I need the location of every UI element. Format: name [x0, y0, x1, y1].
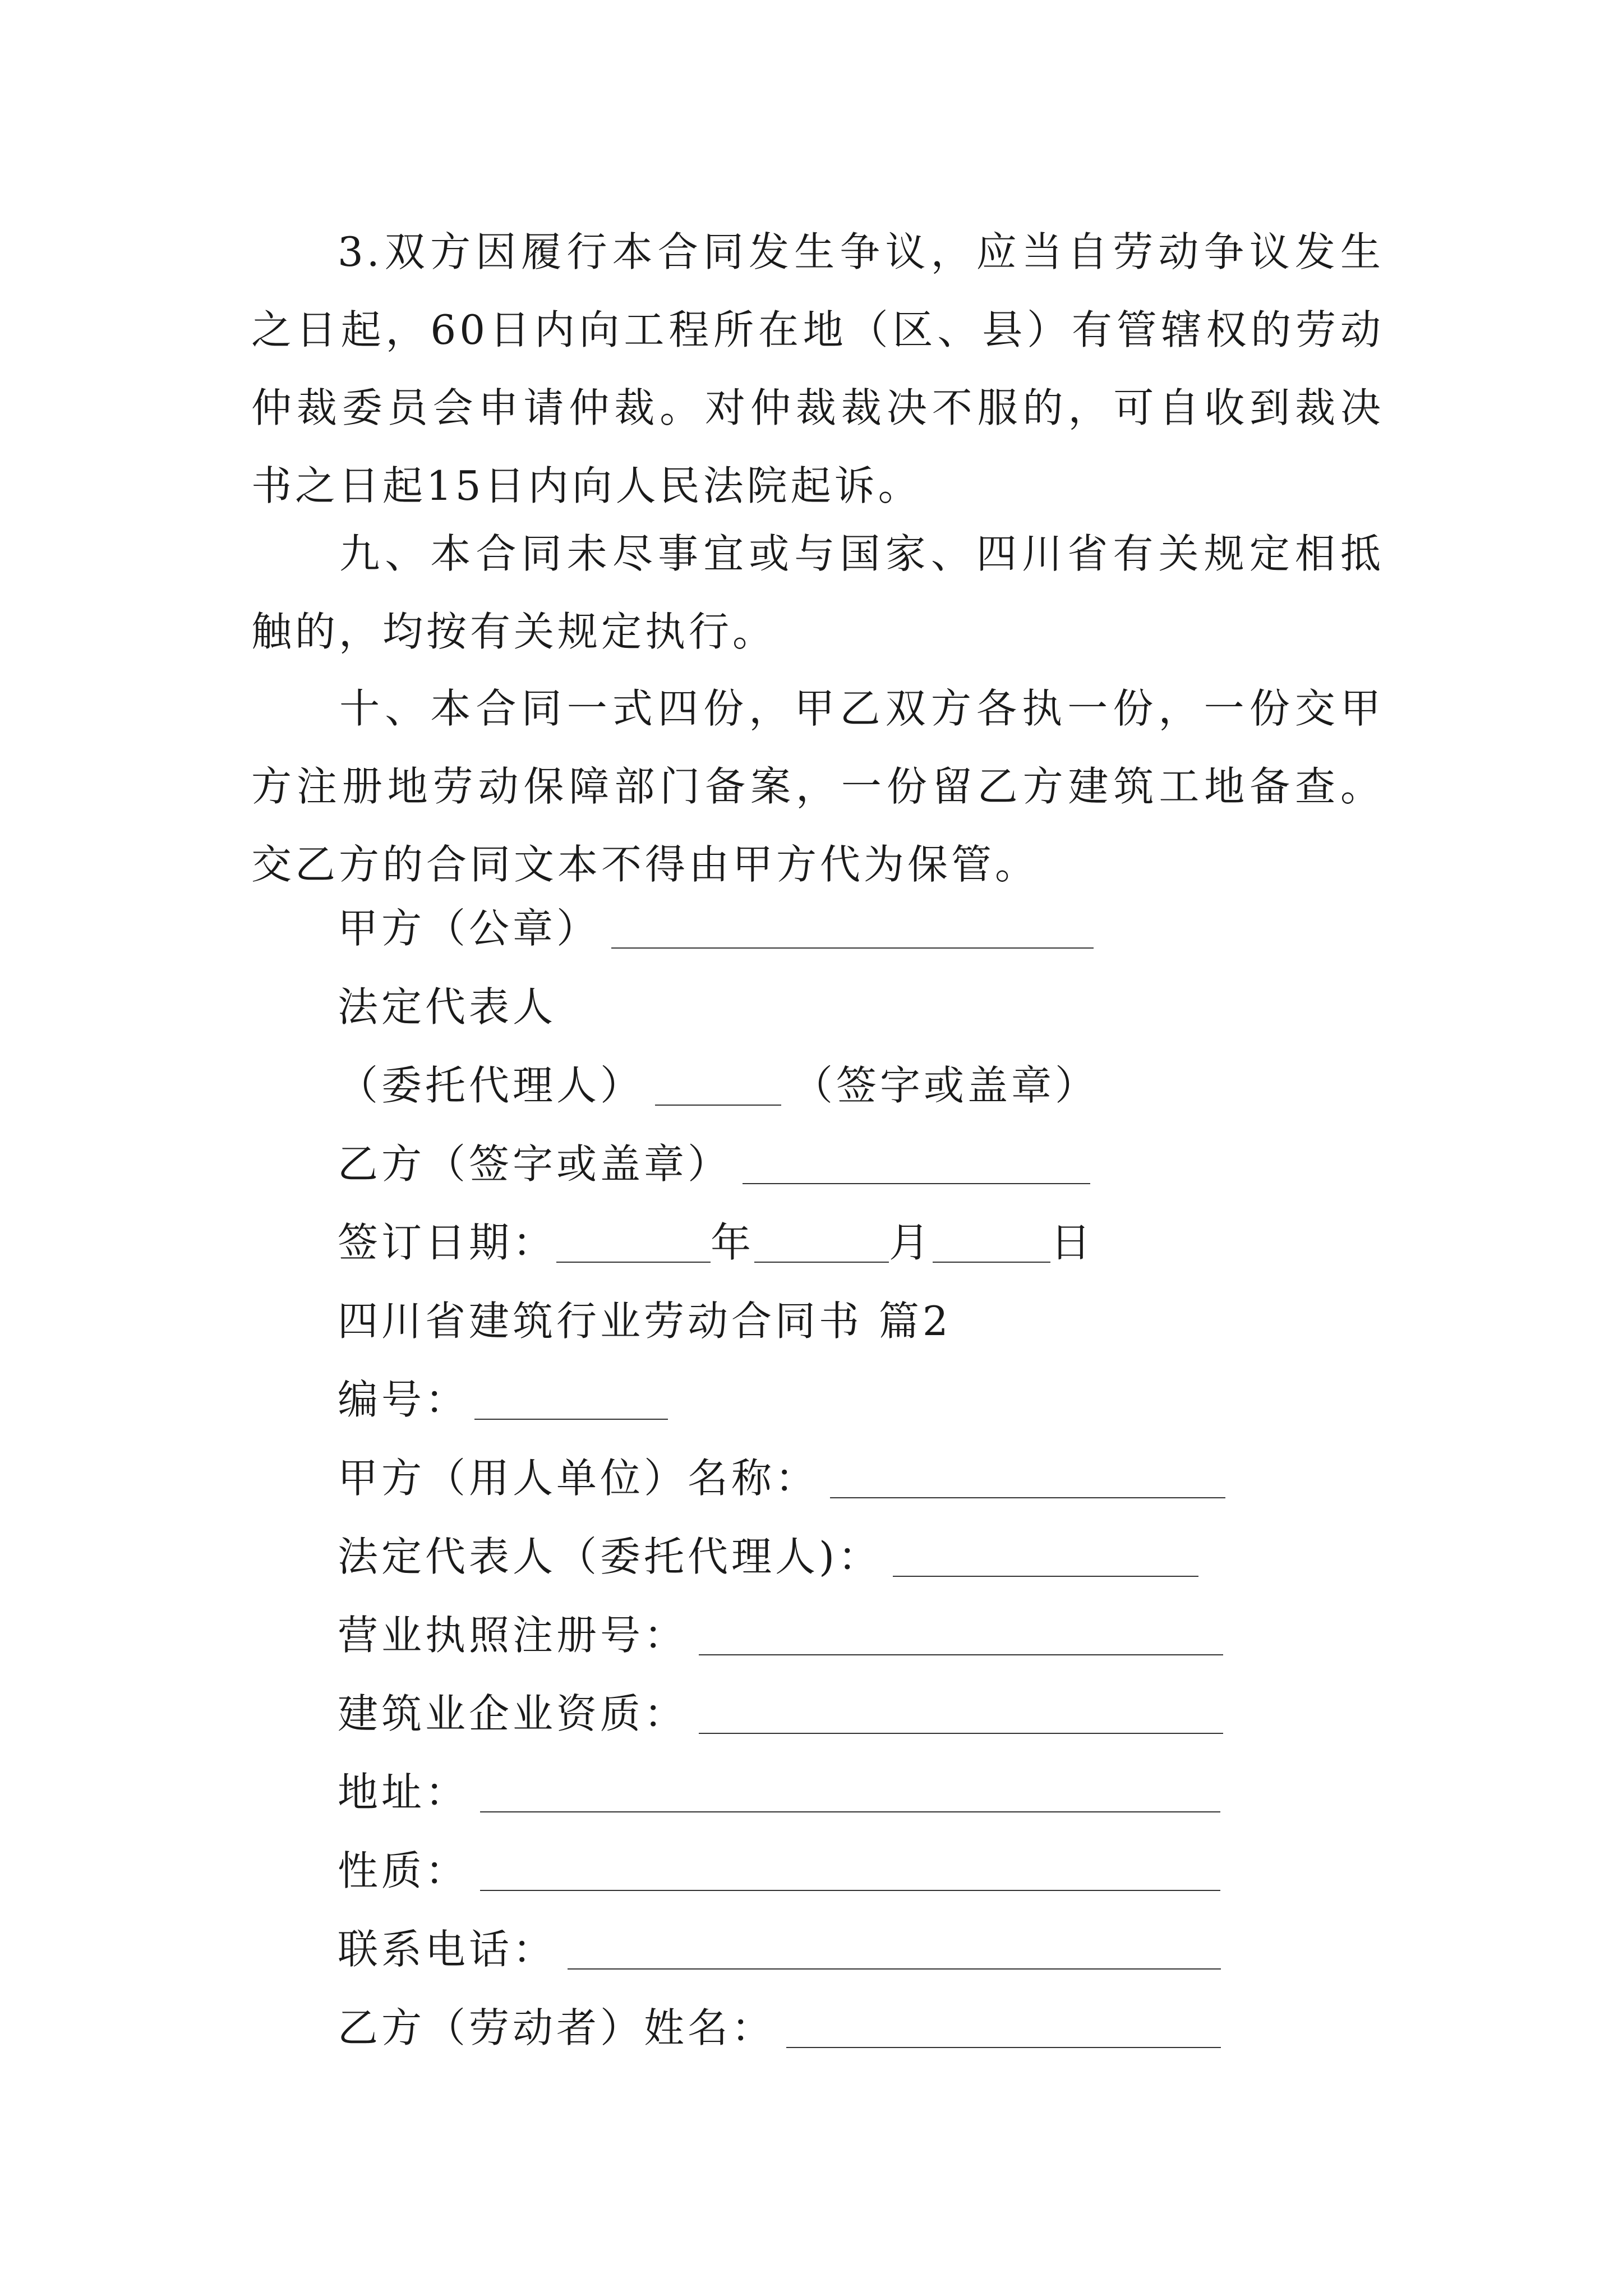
- address-line: [338, 1764, 1220, 1820]
- agent-blank[interactable]: [655, 1064, 781, 1106]
- day-label: 日: [1050, 1219, 1095, 1266]
- legal-rep-agent-label: 法定代表人（委托代理人)：: [338, 1533, 882, 1580]
- license-blank[interactable]: [699, 1614, 1223, 1655]
- section-title: 四川省建筑行业劳动合同书 篇2: [338, 1297, 952, 1345]
- legal-rep-label: 法定代表人: [338, 983, 557, 1030]
- number-line: [338, 1372, 668, 1428]
- agent-label: （委托代理人）: [338, 1062, 644, 1109]
- employer-name-line: [338, 1450, 1225, 1506]
- party-a-seal-label: 甲方（公章）: [338, 905, 601, 952]
- number-label: 编号：: [338, 1376, 469, 1423]
- nature-blank[interactable]: [480, 1849, 1220, 1891]
- worker-name-label: 乙方（劳动者）姓名：: [338, 2004, 776, 2051]
- year-label: 年: [711, 1219, 755, 1266]
- address-blank[interactable]: [480, 1771, 1220, 1812]
- party-b-blank[interactable]: [743, 1143, 1090, 1184]
- qualification-label: 建筑业企业资质：: [338, 1690, 688, 1737]
- nature-label: 性质：: [338, 1847, 469, 1894]
- phone-line: [338, 1921, 1221, 1977]
- day-blank[interactable]: [933, 1221, 1050, 1263]
- employer-name-label: 甲方（用人单位）名称：: [338, 1455, 819, 1502]
- legal-rep-agent-blank[interactable]: [893, 1535, 1198, 1577]
- license-label: 营业执照注册号：: [338, 1612, 688, 1659]
- phone-label: 联系电话：: [338, 1926, 557, 1973]
- agent-suffix: （签字或盖章）: [792, 1062, 1099, 1109]
- qualification-blank[interactable]: [699, 1692, 1223, 1734]
- legal-rep-agent-line: [338, 1529, 1198, 1585]
- section-title-line: [338, 1293, 952, 1349]
- year-blank[interactable]: [556, 1221, 711, 1263]
- paragraph-clause-ten: [251, 670, 1384, 904]
- party-a-seal-line: [338, 900, 1094, 956]
- sign-date-line: [338, 1214, 1094, 1271]
- employer-name-blank[interactable]: [830, 1457, 1225, 1498]
- month-blank[interactable]: [754, 1221, 889, 1263]
- nature-line: [338, 1843, 1220, 1899]
- address-label: 地址：: [338, 1769, 469, 1816]
- party-a-seal-blank[interactable]: [611, 907, 1094, 949]
- qualification-line: [338, 1686, 1223, 1742]
- phone-blank[interactable]: [568, 1928, 1221, 1970]
- worker-name-line: [338, 2000, 1221, 2056]
- month-label: 月: [889, 1219, 933, 1266]
- number-blank[interactable]: [474, 1378, 668, 1420]
- party-b-label: 乙方（签字或盖章）: [338, 1140, 732, 1188]
- paragraph-clause-nine-text: 九、本合同未尽事宜或与国家、四川省有关规定相抵触的，均按有关规定执行。: [251, 530, 1384, 655]
- paragraph-dispute-resolution: [251, 213, 1384, 525]
- worker-name-blank[interactable]: [786, 2007, 1221, 2048]
- license-line: [338, 1607, 1223, 1663]
- paragraph-clause-ten-text: 十、本合同一式四份，甲乙双方各执一份，一份交甲方注册地劳动保障部门备案，一份留乙方建筑工地备查。交乙方的合同文本不得由甲方代为保管。: [251, 685, 1384, 888]
- paragraph-dispute-text: 3.双方因履行本合同发生争议，应当自劳动争议发生之日起，60日内向工程所在地（区、县）有管辖权的劳动仲裁委员会申请仲裁。对仲裁裁决不服的，可自收到裁决书之日起15日内向人民法院起诉。: [251, 228, 1384, 509]
- agent-line: [338, 1057, 1099, 1114]
- party-b-line: [338, 1136, 1090, 1192]
- legal-rep-line: [338, 979, 556, 1035]
- sign-date-label: 签订日期：: [338, 1219, 557, 1266]
- paragraph-clause-nine: [251, 515, 1384, 671]
